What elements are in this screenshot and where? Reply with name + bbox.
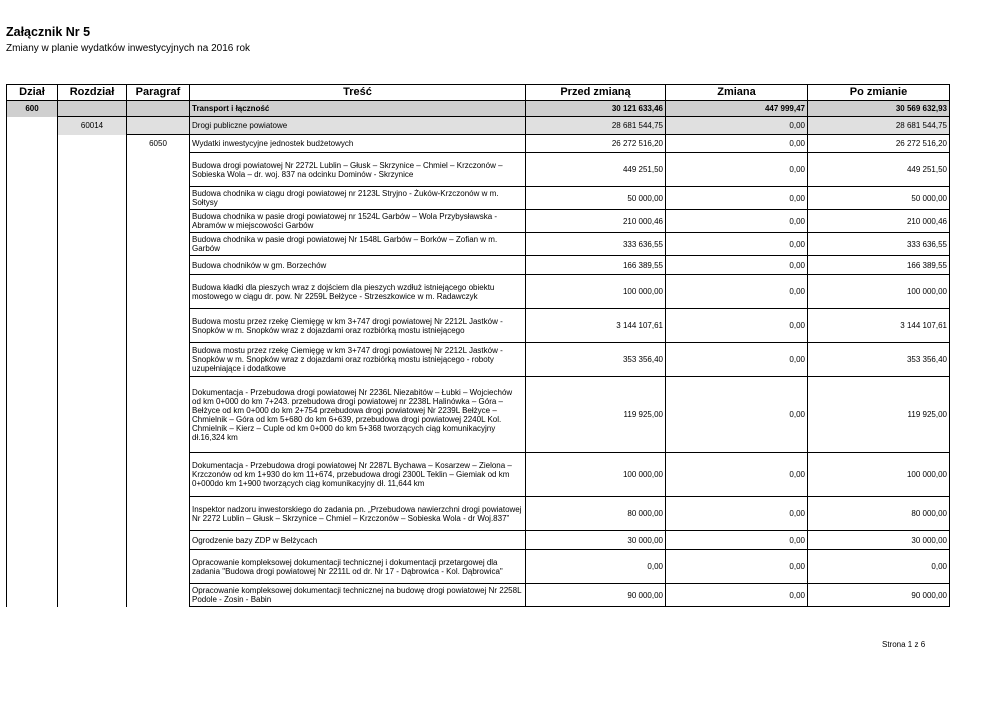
- item-przed: 50 000,00: [526, 187, 666, 210]
- paragraf-zmiana: 0,00: [666, 135, 808, 153]
- empty-cell: [127, 256, 190, 275]
- rozdzial-po: 28 681 544,75: [808, 117, 950, 135]
- table-row: [7, 531, 950, 550]
- empty-cell: [58, 210, 127, 233]
- item-przed: 119 925,00: [526, 377, 666, 453]
- item-tresc: Ogrodzenie bazy ZDP w Bełżycach: [190, 531, 526, 550]
- page-subtitle: Zmiany w planie wydatków inwestycyjnych na 2016 rok: [6, 43, 250, 54]
- item-po: 100 000,00: [808, 453, 950, 497]
- item-zmiana: 0,00: [666, 309, 808, 343]
- empty-cell: [58, 531, 127, 550]
- table-row: [7, 153, 950, 187]
- table-row: [7, 550, 950, 584]
- table-row: [7, 275, 950, 309]
- rozdzial-tresc: Drogi publiczne powiatowe: [190, 117, 526, 135]
- header-dzial: Dział: [7, 85, 58, 101]
- empty-cell: [127, 210, 190, 233]
- empty-cell: [127, 309, 190, 343]
- empty-cell: [58, 377, 127, 453]
- table-row: [7, 233, 950, 256]
- empty-cell: [127, 584, 190, 607]
- empty-cell: [7, 135, 58, 153]
- empty-cell: [7, 233, 58, 256]
- header-przed-zmiana: Przed zmianą: [526, 85, 666, 101]
- table-row: [7, 256, 950, 275]
- item-tresc: Opracowanie kompleksowej dokumentacji technicznej na budowę drogi powiatowej Nr 2258L Podole - Zosin - Babin: [190, 584, 526, 607]
- empty-cell: [58, 453, 127, 497]
- empty-cell: [7, 210, 58, 233]
- item-przed: 449 251,50: [526, 153, 666, 187]
- item-po: 100 000,00: [808, 275, 950, 309]
- item-przed: 353 356,40: [526, 343, 666, 377]
- item-zmiana: 0,00: [666, 210, 808, 233]
- rozdzial-code: 60014: [58, 117, 127, 135]
- page-number: Strona 1 z 6: [882, 640, 926, 649]
- table-row: [7, 309, 950, 343]
- item-tresc: Budowa chodnika w ciągu drogi powiatowej nr 2123L Stryjno - Żuków-Krzczonów w m. Sołtysy: [190, 187, 526, 210]
- table-row: [7, 584, 950, 607]
- empty-cell: [58, 256, 127, 275]
- item-zmiana: 0,00: [666, 275, 808, 309]
- paragraf-row: [7, 135, 950, 153]
- empty-cell: [58, 497, 127, 531]
- item-przed: 210 000,46: [526, 210, 666, 233]
- header-po-zmianie: Po zmianie: [808, 85, 950, 101]
- item-po: 90 000,00: [808, 584, 950, 607]
- table-row: [7, 377, 950, 453]
- empty-cell: [58, 584, 127, 607]
- item-po: 80 000,00: [808, 497, 950, 531]
- item-tresc: Budowa chodników w gm. Borzechów: [190, 256, 526, 275]
- empty-cell: [58, 550, 127, 584]
- empty-cell: [7, 117, 58, 135]
- item-po: 166 389,55: [808, 256, 950, 275]
- item-zmiana: 0,00: [666, 377, 808, 453]
- item-zmiana: 0,00: [666, 233, 808, 256]
- item-przed: 100 000,00: [526, 453, 666, 497]
- paragraf-po: 26 272 516,20: [808, 135, 950, 153]
- item-zmiana: 0,00: [666, 256, 808, 275]
- dzial-zmiana: 447 999,47: [666, 101, 808, 117]
- header-tresc: Treść: [190, 85, 526, 101]
- rozdzial-zmiana: 0,00: [666, 117, 808, 135]
- empty-cell: [7, 343, 58, 377]
- empty-cell: [127, 531, 190, 550]
- header-rozdzial: Rozdział: [58, 85, 127, 101]
- empty-cell: [7, 256, 58, 275]
- item-po: 333 636,55: [808, 233, 950, 256]
- paragraf-code: 6050: [127, 135, 190, 153]
- item-tresc: Budowa chodnika w pasie drogi powiatowej Nr 1548L Garbów – Borków – Zofian w m. Garbów: [190, 233, 526, 256]
- item-po: 119 925,00: [808, 377, 950, 453]
- empty-cell: [58, 101, 127, 117]
- empty-cell: [58, 275, 127, 309]
- empty-cell: [58, 153, 127, 187]
- empty-cell: [7, 531, 58, 550]
- item-po: 0,00: [808, 550, 950, 584]
- item-przed: 0,00: [526, 550, 666, 584]
- rozdzial-przed: 28 681 544,75: [526, 117, 666, 135]
- table-row: [7, 497, 950, 531]
- dzial-row: [7, 101, 950, 117]
- empty-cell: [7, 187, 58, 210]
- table-row: [7, 187, 950, 210]
- item-tresc: Opracowanie kompleksowej dokumentacji technicznej i dokumentacji przetargowej dla zadania "Budowa drogi powiatowej Nr 2211L od dr. Nr 17 - Dąbrowica - Kol. Dąbrowica": [190, 550, 526, 584]
- empty-cell: [7, 550, 58, 584]
- empty-cell: [7, 309, 58, 343]
- item-po: 449 251,50: [808, 153, 950, 187]
- item-przed: 80 000,00: [526, 497, 666, 531]
- item-przed: 3 144 107,61: [526, 309, 666, 343]
- item-tresc: Budowa chodnika w pasie drogi powiatowej nr 1524L Garbów – Wola Przybysławska - Abramów w miejscowości Garbów: [190, 210, 526, 233]
- table-row: [7, 343, 950, 377]
- empty-cell: [127, 550, 190, 584]
- empty-cell: [127, 275, 190, 309]
- item-tresc: Budowa drogi powiatowej Nr 2272L Lublin – Głusk – Skrzynice – Chmiel – Krzczonów – Sobieska Wola – dr. woj. 837 na odcinku Dominów - Skrzynice: [190, 153, 526, 187]
- item-przed: 166 389,55: [526, 256, 666, 275]
- page-title: Załącznik Nr 5: [6, 25, 91, 39]
- item-tresc: Dokumentacja - Przebudowa drogi powiatowej Nr 2287L Bychawa – Kosarzew – Zielona – Krzczonów od km 1+930 do km 11+674, przebudowa drogi 2300L Teklin – Giemiak od km 0+000do km 1+900 tworzących ciąg komunikacyjny dł. 11,644 km: [190, 453, 526, 497]
- paragraf-tresc: Wydatki inwestycyjne jednostek budżetowych: [190, 135, 526, 153]
- dzial-code: 600: [7, 101, 58, 117]
- item-po: 353 356,40: [808, 343, 950, 377]
- table-header-row: [7, 85, 950, 101]
- item-tresc: Dokumentacja - Przebudowa drogi powiatowej Nr 2236L Niezabitów – Łubki – Wojciechów od km 0+000 do km 7+243. przebudowa drogi powiatowej nr 2238L Halinówka – Góra – Bełżyce od km 0+000 do km 2+754 przebudowa drogi powiatowej Nr 2239L Bełżyce – Chmielnik – Góra od km 5+680 do km 6+639, przebudowa drogi powiatowej 2240L Kol. Chmielnik – Kierz – Cuple od km 0+000 do km 5+368 tworzących ciąg komunikacyjny dł.16,324 km: [190, 377, 526, 453]
- item-zmiana: 0,00: [666, 497, 808, 531]
- item-przed: 30 000,00: [526, 531, 666, 550]
- item-przed: 333 636,55: [526, 233, 666, 256]
- empty-cell: [127, 187, 190, 210]
- dzial-przed: 30 121 633,46: [526, 101, 666, 117]
- item-po: 210 000,46: [808, 210, 950, 233]
- item-tresc: Budowa kładki dla pieszych wraz z dojściem dla pieszych wzdłuż istniejącego obiektu mostowego w ciągu dr. pow. Nr 2259L Bełżyce - Strzeszkowice w m. Radawczyk: [190, 275, 526, 309]
- empty-cell: [127, 377, 190, 453]
- item-zmiana: 0,00: [666, 453, 808, 497]
- empty-cell: [7, 377, 58, 453]
- empty-cell: [127, 343, 190, 377]
- table-row: [7, 453, 950, 497]
- empty-cell: [7, 497, 58, 531]
- expenditure-table: [6, 84, 950, 607]
- item-przed: 100 000,00: [526, 275, 666, 309]
- empty-cell: [7, 584, 58, 607]
- item-zmiana: 0,00: [666, 550, 808, 584]
- empty-cell: [7, 153, 58, 187]
- empty-cell: [127, 153, 190, 187]
- empty-cell: [127, 233, 190, 256]
- empty-cell: [127, 497, 190, 531]
- item-po: 50 000,00: [808, 187, 950, 210]
- rozdzial-row: [7, 117, 950, 135]
- empty-cell: [58, 187, 127, 210]
- paragraf-przed: 26 272 516,20: [526, 135, 666, 153]
- item-zmiana: 0,00: [666, 584, 808, 607]
- item-po: 3 144 107,61: [808, 309, 950, 343]
- dzial-po: 30 569 632,93: [808, 101, 950, 117]
- table-row: [7, 210, 950, 233]
- item-po: 30 000,00: [808, 531, 950, 550]
- empty-cell: [7, 275, 58, 309]
- item-tresc: Budowa mostu przez rzekę Ciemięgę w km 3+747 drogi powiatowej Nr 2212L Jastków - Snopków w m. Snopków wraz z dojazdami oraz rozbiórką mostu istniejącego - roboty uzupełniające i dodatkowe: [190, 343, 526, 377]
- empty-cell: [58, 309, 127, 343]
- item-tresc: Budowa mostu przez rzekę Ciemięgę w km 3+747 drogi powiatowej Nr 2212L Jastków - Snopków w m. Snopków wraz z dojazdami oraz rozbiórką mostu istniejącego: [190, 309, 526, 343]
- empty-cell: [127, 453, 190, 497]
- empty-cell: [127, 101, 190, 117]
- empty-cell: [58, 135, 127, 153]
- header-paragraf: Paragraf: [127, 85, 190, 101]
- empty-cell: [58, 343, 127, 377]
- item-tresc: Inspektor nadzoru inwestorskiego do zadania pn. „Przebudowa nawierzchni drogi powiatowej Nr 2272 Lublin – Głusk – Skrzynice – Chmiel – Krzczonów – Sobieska Wola - dr Woj.837”: [190, 497, 526, 531]
- dzial-tresc: Transport i łączność: [190, 101, 526, 117]
- item-zmiana: 0,00: [666, 343, 808, 377]
- item-zmiana: 0,00: [666, 531, 808, 550]
- empty-cell: [127, 117, 190, 135]
- item-zmiana: 0,00: [666, 187, 808, 210]
- empty-cell: [7, 453, 58, 497]
- empty-cell: [58, 233, 127, 256]
- header-zmiana: Zmiana: [666, 85, 808, 101]
- item-zmiana: 0,00: [666, 153, 808, 187]
- item-przed: 90 000,00: [526, 584, 666, 607]
